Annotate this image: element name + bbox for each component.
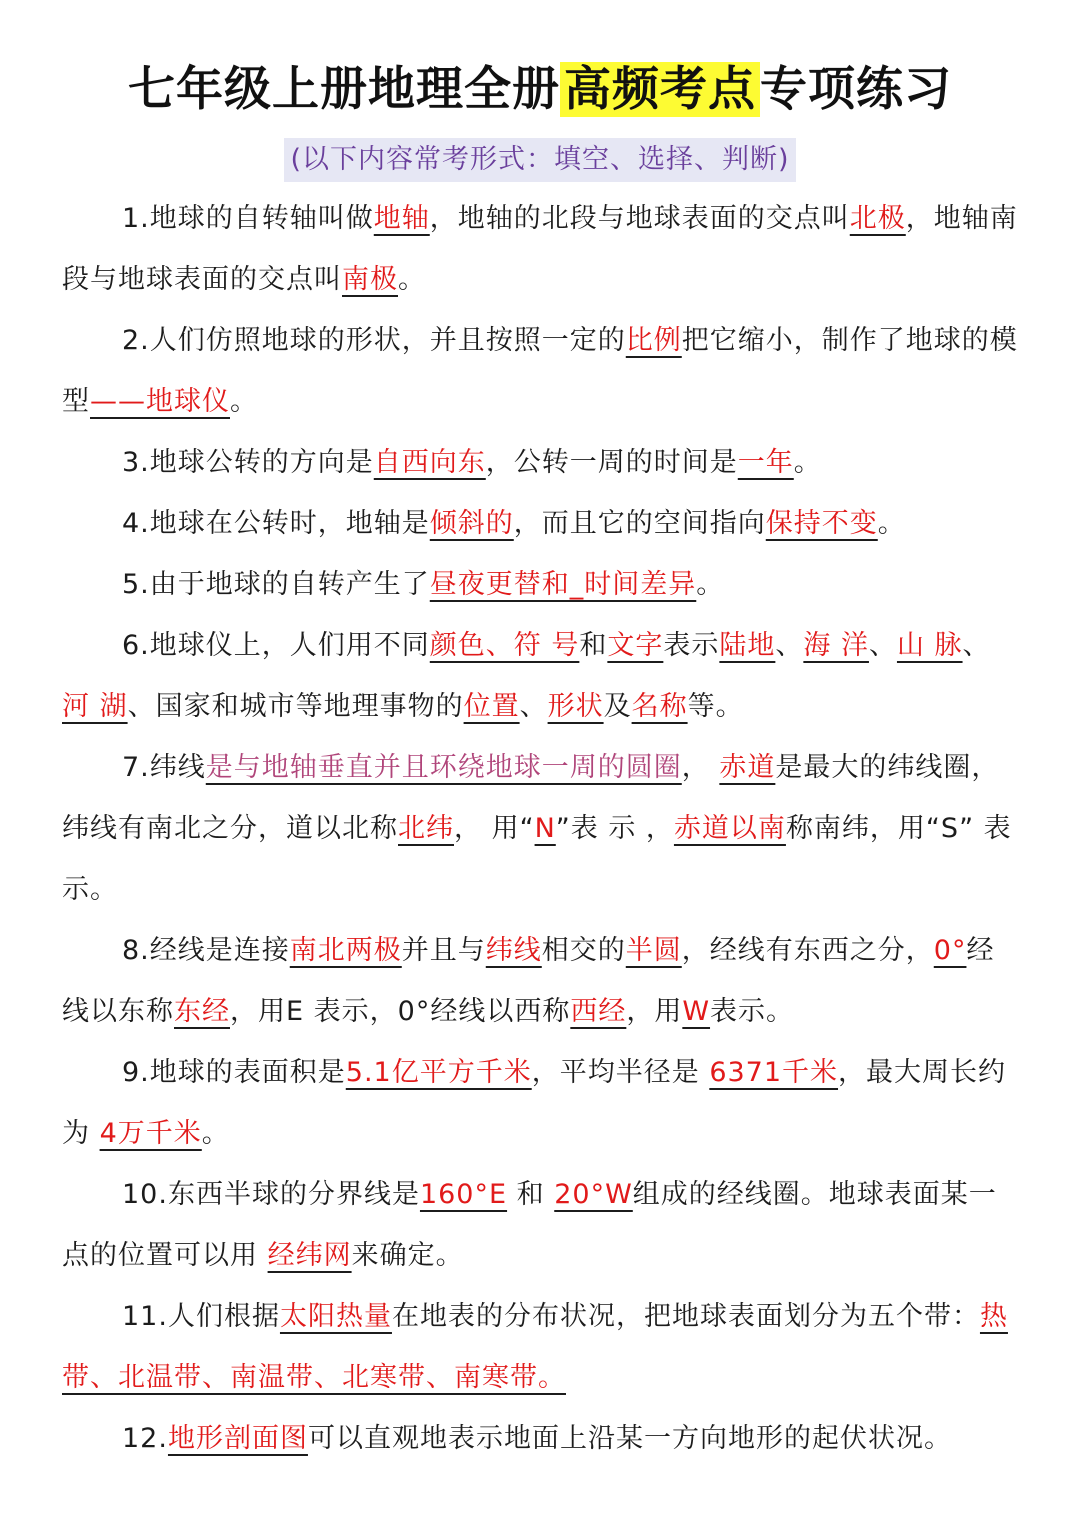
question-item: [62, 615, 1018, 737]
title-suffix: 专项练习: [760, 62, 952, 117]
subtitle: (以下内容常考形式：填空、选择、判断): [284, 138, 795, 182]
question-text: 经线以东称: [62, 935, 995, 1027]
question-text: 。: [877, 508, 906, 539]
answer-blank: 形状: [547, 691, 604, 722]
answer-blank: ——地球仪: [90, 386, 230, 417]
answer-blank: 山 脉: [896, 630, 963, 661]
question-text: 12.: [122, 1423, 168, 1454]
subtitle-container: [62, 138, 1018, 182]
answer-blank: 6371千米: [709, 1057, 839, 1088]
question-list: [62, 188, 1018, 1469]
question-text: 和: [579, 630, 608, 661]
question-text: ，用: [626, 996, 683, 1027]
question-item: [62, 1408, 1018, 1469]
question-item: [62, 1286, 1018, 1408]
answer-blank: 东经: [174, 996, 230, 1027]
question-text: 9.地球的表面积是: [122, 1057, 346, 1088]
answer-blank: 位置: [463, 691, 520, 722]
answer-blank: 保持不变: [765, 508, 878, 539]
question-item: [62, 432, 1018, 493]
answer-blank: 南北两极: [289, 935, 402, 966]
question-text: 2.人们仿照地球的形状，并且按照一定的: [122, 325, 626, 356]
question-text: 组成的经线圈。地球表面某一 点的位置可以用: [62, 1179, 997, 1271]
question-item: [62, 493, 1018, 554]
question-text: 8.经线是连接: [122, 935, 290, 966]
answer-blank: 地形剖面图: [167, 1423, 308, 1454]
answer-blank: 地轴: [373, 203, 430, 234]
question-item: [62, 188, 1018, 310]
answer-blank: 20°W: [554, 1179, 633, 1210]
question-item: [62, 310, 1018, 432]
answer-blank: 太阳热量: [279, 1301, 392, 1332]
question-item: [62, 1042, 1018, 1164]
answer-blank: 自西向东: [373, 447, 486, 478]
answer-blank: 160°E: [419, 1179, 508, 1210]
question-text: 。: [793, 447, 822, 478]
question-text: 4.地球在公转时，地轴是: [122, 508, 430, 539]
question-text: 相交的: [541, 935, 626, 966]
question-text: 在地表的分布状况，把地球表面划分为五个带：: [391, 1301, 980, 1332]
answer-blank: 半圆: [625, 935, 682, 966]
question-text: ，地轴的北段与地球表面的交点叫: [429, 203, 850, 234]
question-text: ，经线有东西之分，: [681, 935, 934, 966]
answer-blank: 纬线: [485, 935, 542, 966]
answer-blank: 北纬: [398, 813, 454, 844]
answer-blank: 热 带、北温带、南温带、北寒带、南寒带。: [62, 1301, 1008, 1393]
answer-blank: 比例: [625, 325, 682, 356]
answer-blank: 倾斜的: [429, 508, 514, 539]
question-text: 、: [962, 630, 991, 661]
question-text: 6.地球仪上，人们用不同: [122, 630, 430, 661]
answer-blank: 名称: [631, 691, 688, 722]
question-text: ，平均半径是: [531, 1057, 710, 1088]
answer-blank: 5.1亿平方千米: [345, 1057, 532, 1088]
page-title: [62, 0, 1018, 128]
question-text: 。: [201, 1118, 230, 1149]
question-item: [62, 737, 1018, 920]
answer-blank: 是与地轴垂直并且环绕地球一周的圆圈: [205, 752, 682, 783]
answer-blank: 南极: [342, 264, 398, 295]
question-text: 把它缩小，制作了地球的模 型: [62, 325, 1018, 417]
question-text: 5.由于地球的自转产生了: [122, 569, 430, 600]
question-text: 可以直观地表示地面上沿某一方向地形的起伏状况。: [307, 1423, 952, 1454]
question-text: 及: [603, 691, 632, 722]
question-item: [62, 554, 1018, 615]
question-text: 表示: [663, 630, 720, 661]
question-text: 。: [696, 569, 725, 600]
answer-blank: 赤道以南: [673, 813, 786, 844]
question-item: [62, 1164, 1018, 1286]
title-prefix: 七年级上册地理全册: [128, 62, 560, 117]
answer-blank: 颜色、符 号: [429, 630, 580, 661]
question-text: 11.人们根据: [122, 1301, 280, 1332]
question-text: 7.纬线: [122, 752, 206, 783]
question-text: 、: [519, 691, 548, 722]
answer-blank: 经纬网: [267, 1240, 352, 1271]
question-text: 、: [775, 630, 804, 661]
question-text: 10.东西半球的分界线是: [122, 1179, 420, 1210]
question-text: ，而且它的空间指向: [513, 508, 766, 539]
question-text: ，最大周长约为: [62, 1057, 1007, 1149]
answer-blank: 赤道: [719, 752, 776, 783]
question-text: 并且与: [401, 935, 486, 966]
question-text: 1.地球的自转轴叫做: [122, 203, 374, 234]
answer-blank: 4万千米: [99, 1118, 202, 1149]
question-text: ，用E 表示，0°经线以西称: [230, 996, 571, 1027]
answer-blank: 昼夜更替和_时间差异: [429, 569, 697, 600]
question-text: ，公转一周的时间是: [485, 447, 738, 478]
question-text: 、国家和城市等地理事物的: [127, 691, 464, 722]
question-text: 是最大的纬线圈， 纬线有南北之分，道以北称: [62, 752, 1000, 844]
question-text: 表示。: [710, 996, 795, 1027]
answer-blank: 陆地: [719, 630, 776, 661]
question-text: 3.地球公转的方向是: [122, 447, 374, 478]
question-text: ， 用“: [454, 813, 535, 844]
answer-blank: 一年: [737, 447, 794, 478]
question-text: 和: [507, 1179, 555, 1210]
question-text: ，: [681, 752, 720, 783]
answer-blank: 海 洋: [803, 630, 869, 661]
answer-blank: 文字: [607, 630, 664, 661]
question-text: 。: [398, 264, 426, 295]
title-highlight: 高频考点: [560, 62, 760, 117]
answer-blank: 0°: [933, 935, 967, 966]
answer-blank: N: [534, 813, 556, 844]
question-text: 称南纬，用“S” 表示。: [62, 813, 1012, 905]
question-text: 、: [868, 630, 897, 661]
answer-blank: 北极: [849, 203, 906, 234]
answer-blank: 河 湖: [62, 691, 128, 722]
question-text: 。: [230, 386, 258, 417]
question-text: ”表 示 ，: [555, 813, 674, 844]
question-text: 来确定。: [351, 1240, 464, 1271]
question-text: 等。: [687, 691, 744, 722]
question-text: ，地轴南 段与地球表面的交点叫: [62, 203, 1018, 295]
answer-blank: 西经: [570, 996, 627, 1027]
answer-blank: W: [682, 996, 711, 1027]
question-item: [62, 920, 1018, 1042]
